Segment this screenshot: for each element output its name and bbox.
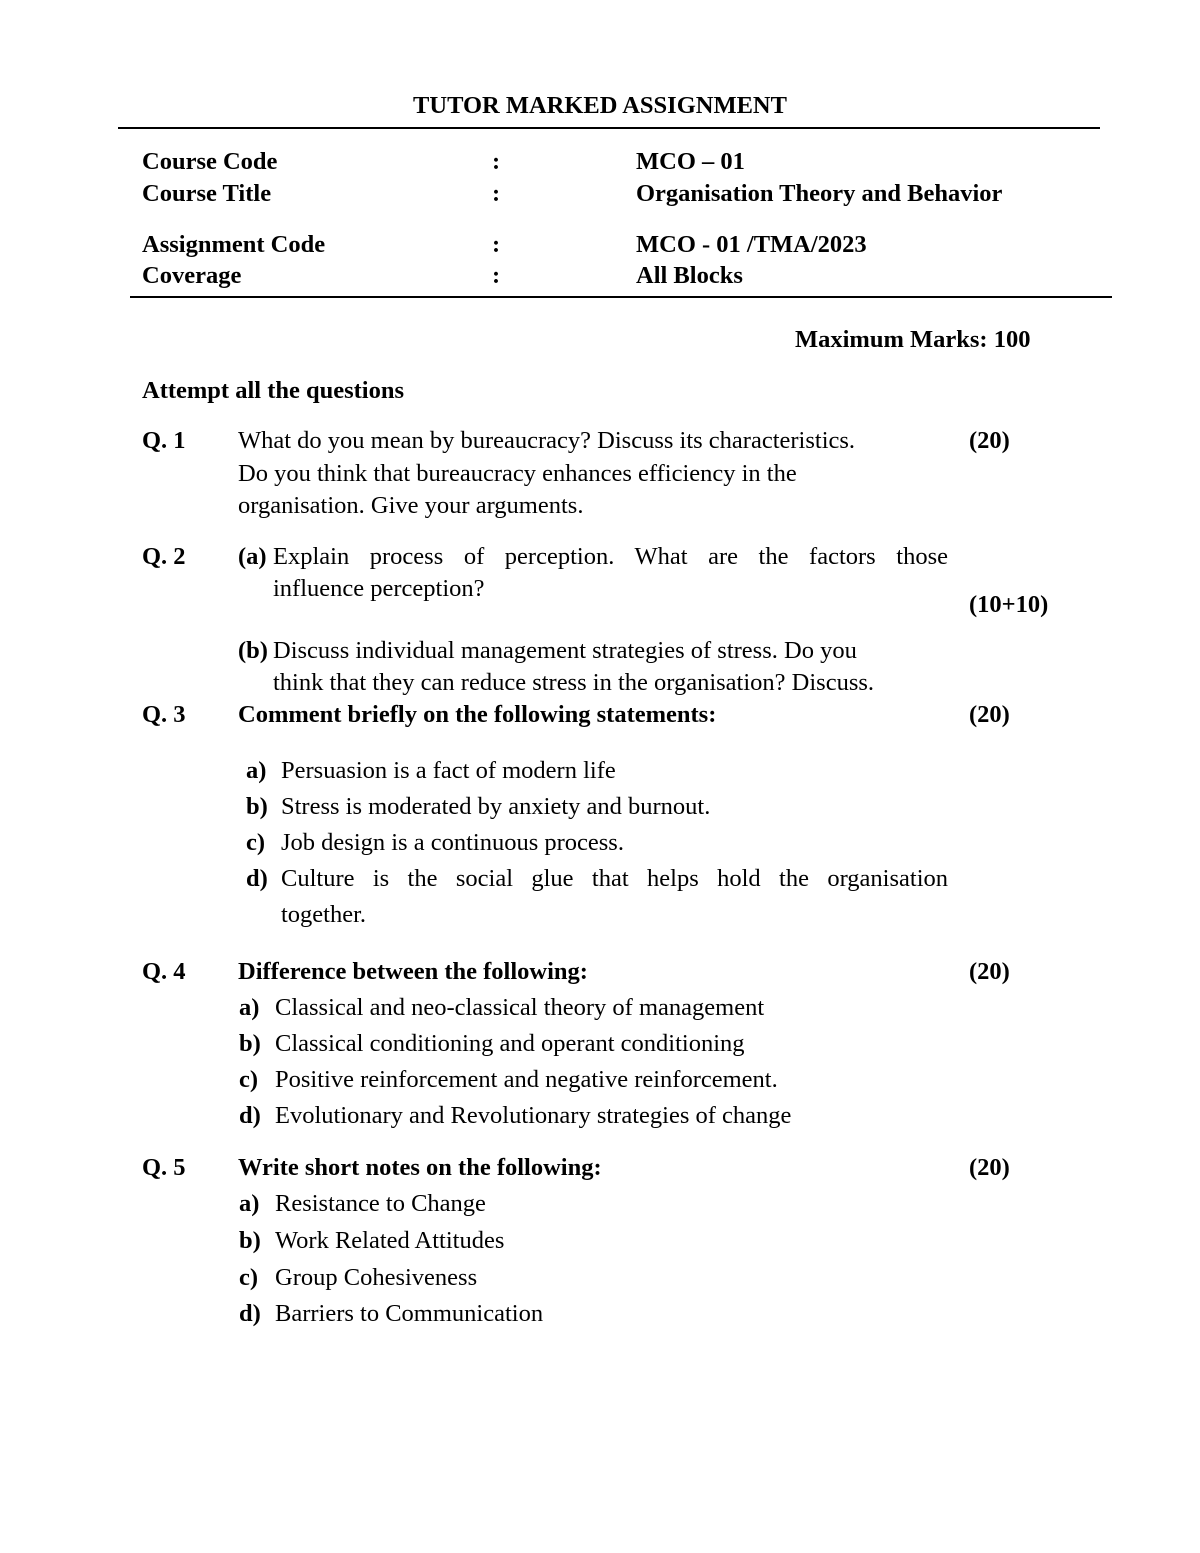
item-text: Group Cohesiveness <box>275 1264 478 1291</box>
item-text: Work Related Attitudes <box>275 1227 505 1254</box>
course-code-label: Course Code <box>142 148 278 175</box>
item-text: Evolutionary and Revolutionary strategies of change <box>275 1102 792 1129</box>
question-number: Q. 4 <box>142 958 186 985</box>
item-label: d) <box>246 865 268 892</box>
assignment-code-separator: : <box>492 231 501 258</box>
bottom-divider <box>130 296 1112 298</box>
question-number: Q. 2 <box>142 543 186 570</box>
item-label: d) <box>239 1102 261 1129</box>
part-b-text-line: think that they can reduce stress in the organisation? Discuss. <box>273 669 875 696</box>
item-text: Culture is the social glue that helps hold the organisation <box>281 865 948 892</box>
question-heading: Comment briefly on the following statements: <box>238 701 717 728</box>
item-text: Resistance to Change <box>275 1190 486 1217</box>
question-heading: Difference between the following: <box>238 958 588 985</box>
question-heading: Write short notes on the following: <box>238 1154 602 1181</box>
page-title: TUTOR MARKED ASSIGNMENT <box>413 92 787 119</box>
question-number: Q. 1 <box>142 427 186 454</box>
assignment-code-value: MCO - 01 /TMA/2023 <box>636 231 867 258</box>
coverage-value: All Blocks <box>636 262 743 289</box>
course-title-separator: : <box>492 180 501 207</box>
part-a-text-line: Explain process of perception. What are the factors those <box>273 543 948 570</box>
question-marks: (20) <box>969 701 1010 728</box>
part-a-label: (a) <box>238 543 267 570</box>
top-divider <box>118 127 1100 129</box>
part-a-text-line: influence perception? <box>273 575 485 602</box>
item-text: Persuasion is a fact of modern life <box>281 757 616 784</box>
assignment-code-label: Assignment Code <box>142 231 326 258</box>
item-label: a) <box>239 994 260 1021</box>
question-text-line: What do you mean by bureaucracy? Discuss its characteristics. <box>238 427 856 454</box>
item-label: c) <box>246 829 266 856</box>
part-b-label: (b) <box>238 637 268 664</box>
question-number: Q. 3 <box>142 701 186 728</box>
question-text-line: organisation. Give your arguments. <box>238 492 584 519</box>
course-title-value: Organisation Theory and Behavior <box>636 180 1003 207</box>
coverage-separator: : <box>492 262 501 289</box>
maximum-marks: Maximum Marks: 100 <box>795 326 1031 353</box>
item-text: Stress is moderated by anxiety and burnout. <box>281 793 711 820</box>
item-label: b) <box>246 793 268 820</box>
question-marks: (20) <box>969 427 1010 454</box>
item-label: b) <box>239 1030 261 1057</box>
instruction: Attempt all the questions <box>142 377 405 404</box>
course-code-value: MCO – 01 <box>636 148 745 175</box>
item-text: Classical and neo-classical theory of management <box>275 994 765 1021</box>
course-title-label: Course Title <box>142 180 272 207</box>
question-number: Q. 5 <box>142 1154 186 1181</box>
item-label: b) <box>239 1227 261 1254</box>
item-text: Job design is a continuous process. <box>281 829 624 856</box>
question-marks: (20) <box>969 1154 1010 1181</box>
coverage-label: Coverage <box>142 262 242 289</box>
part-b-text-line: Discuss individual management strategies of stress. Do you <box>273 637 857 664</box>
question-marks: (20) <box>969 958 1010 985</box>
course-code-separator: : <box>492 148 501 175</box>
item-label: c) <box>239 1066 259 1093</box>
item-text-continued: together. <box>281 901 367 928</box>
item-text: Classical conditioning and operant conditioning <box>275 1030 745 1057</box>
item-label: a) <box>246 757 267 784</box>
item-label: d) <box>239 1300 261 1327</box>
item-label: a) <box>239 1190 260 1217</box>
item-label: c) <box>239 1264 259 1291</box>
question-text-line: Do you think that bureaucracy enhances efficiency in the <box>238 460 797 487</box>
question-marks: (10+10) <box>969 591 1049 618</box>
item-text: Barriers to Communication <box>275 1300 544 1327</box>
item-text: Positive reinforcement and negative reinforcement. <box>275 1066 778 1093</box>
